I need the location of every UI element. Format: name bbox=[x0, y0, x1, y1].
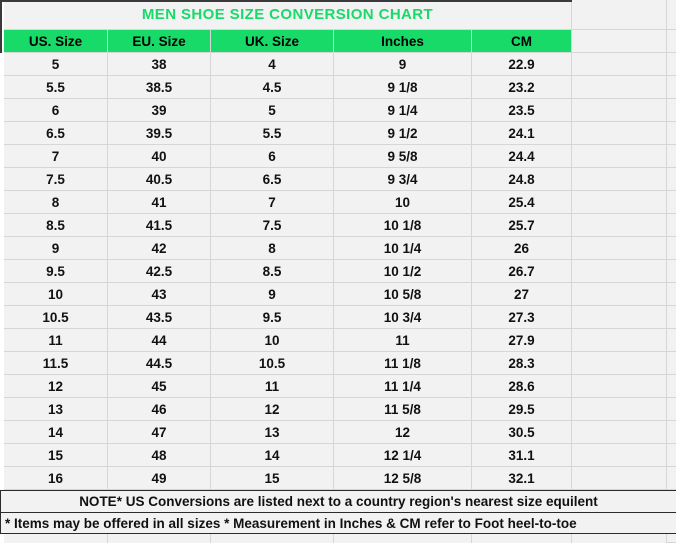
empty-cell bbox=[572, 237, 667, 260]
table-cell-inches: 9 1/2 bbox=[334, 122, 472, 145]
table-cell-uk: 10.5 bbox=[211, 352, 334, 375]
empty-cell bbox=[572, 283, 667, 306]
empty-cell bbox=[572, 214, 667, 237]
table-cell-uk: 13 bbox=[211, 421, 334, 444]
empty-sliver bbox=[667, 421, 676, 444]
table-row bbox=[0, 214, 676, 237]
empty-cell bbox=[572, 122, 667, 145]
table-cell-us: 6 bbox=[4, 99, 108, 122]
table-cell-cm: 26 bbox=[472, 237, 572, 260]
empty-cell bbox=[572, 76, 667, 99]
table-row bbox=[0, 260, 676, 283]
empty-cell bbox=[572, 99, 667, 122]
table-row bbox=[0, 375, 676, 398]
empty-sliver bbox=[667, 191, 676, 214]
table-cell-eu: 42.5 bbox=[108, 260, 211, 283]
table-cell-inches: 10 bbox=[334, 191, 472, 214]
table-cell-cm: 26.7 bbox=[472, 260, 572, 283]
stub-row bbox=[0, 534, 676, 543]
table-cell-us: 9.5 bbox=[4, 260, 108, 283]
table-cell-uk: 7.5 bbox=[211, 214, 334, 237]
table-row bbox=[0, 76, 676, 99]
empty-cell bbox=[572, 191, 667, 214]
table-row bbox=[0, 99, 676, 122]
table-row bbox=[0, 329, 676, 352]
table-cell-us: 5 bbox=[4, 53, 108, 76]
empty-sliver bbox=[667, 534, 676, 543]
empty-cell bbox=[572, 306, 667, 329]
table-cell-eu: 41 bbox=[108, 191, 211, 214]
table-body bbox=[0, 53, 676, 490]
table-cell-cm: 24.4 bbox=[472, 145, 572, 168]
empty-sliver bbox=[667, 375, 676, 398]
table-cell-cm: 23.2 bbox=[472, 76, 572, 99]
table-cell-us: 13 bbox=[4, 398, 108, 421]
empty-sliver bbox=[667, 122, 676, 145]
table-cell-inches: 12 bbox=[334, 421, 472, 444]
note-measurement: * Items may be offered in all sizes * Measurement in Inches & CM refer to Foot heel-to-toe bbox=[0, 512, 676, 534]
empty-cell bbox=[572, 444, 667, 467]
empty-sliver bbox=[667, 467, 676, 490]
header-uk-size: UK. Size bbox=[211, 30, 334, 53]
empty-cell bbox=[572, 30, 667, 53]
table-row bbox=[0, 122, 676, 145]
table-row bbox=[0, 467, 676, 490]
table-cell-us: 11.5 bbox=[4, 352, 108, 375]
empty-cell bbox=[572, 168, 667, 191]
empty-sliver bbox=[667, 214, 676, 237]
table-cell-uk: 5.5 bbox=[211, 122, 334, 145]
table-cell-eu: 45 bbox=[108, 375, 211, 398]
table-row bbox=[0, 306, 676, 329]
table-cell-inches: 9 5/8 bbox=[334, 145, 472, 168]
table-cell-us: 6.5 bbox=[4, 122, 108, 145]
table-cell-us: 8.5 bbox=[4, 214, 108, 237]
title-row bbox=[0, 0, 676, 30]
table-cell-cm: 29.5 bbox=[472, 398, 572, 421]
empty-sliver bbox=[667, 398, 676, 421]
empty-cell bbox=[572, 467, 667, 490]
table-cell-uk: 5 bbox=[211, 99, 334, 122]
table-cell-uk: 8.5 bbox=[211, 260, 334, 283]
empty-cell bbox=[572, 53, 667, 76]
table-cell-eu: 39 bbox=[108, 99, 211, 122]
table-cell-us: 10.5 bbox=[4, 306, 108, 329]
table-cell-us: 10 bbox=[4, 283, 108, 306]
table-cell-cm: 25.7 bbox=[472, 214, 572, 237]
header-inches: Inches bbox=[334, 30, 472, 53]
table-cell-eu: 44.5 bbox=[108, 352, 211, 375]
table-cell-us: 9 bbox=[4, 237, 108, 260]
table-cell-cm: 27 bbox=[472, 283, 572, 306]
table-cell-uk: 12 bbox=[211, 398, 334, 421]
table-cell-inches: 12 1/4 bbox=[334, 444, 472, 467]
table-cell-inches: 11 1/8 bbox=[334, 352, 472, 375]
table-cell-cm: 28.3 bbox=[472, 352, 572, 375]
empty-cell bbox=[472, 534, 572, 543]
table-cell-us: 5.5 bbox=[4, 76, 108, 99]
table-cell-cm: 27.9 bbox=[472, 329, 572, 352]
table-cell-inches: 9 1/8 bbox=[334, 76, 472, 99]
table-cell-us: 14 bbox=[4, 421, 108, 444]
empty-cell bbox=[572, 329, 667, 352]
empty-sliver bbox=[667, 0, 676, 30]
empty-cell bbox=[572, 421, 667, 444]
table-cell-eu: 46 bbox=[108, 398, 211, 421]
table-cell-eu: 39.5 bbox=[108, 122, 211, 145]
empty-cell bbox=[334, 534, 472, 543]
table-row bbox=[0, 398, 676, 421]
empty-sliver bbox=[667, 237, 676, 260]
table-cell-uk: 6 bbox=[211, 145, 334, 168]
empty-cell bbox=[572, 145, 667, 168]
table-cell-uk: 11 bbox=[211, 375, 334, 398]
table-cell-uk: 4.5 bbox=[211, 76, 334, 99]
table-cell-uk: 9.5 bbox=[211, 306, 334, 329]
left-accent-border bbox=[0, 0, 2, 53]
table-cell-inches: 11 1/4 bbox=[334, 375, 472, 398]
table-row bbox=[0, 145, 676, 168]
empty-sliver bbox=[667, 283, 676, 306]
table-cell-cm: 31.1 bbox=[472, 444, 572, 467]
empty-sliver bbox=[667, 329, 676, 352]
table-cell-us: 12 bbox=[4, 375, 108, 398]
table-cell-us: 16 bbox=[4, 467, 108, 490]
empty-sliver bbox=[667, 444, 676, 467]
empty-sliver bbox=[667, 76, 676, 99]
table-cell-uk: 7 bbox=[211, 191, 334, 214]
empty-sliver bbox=[667, 352, 676, 375]
table-cell-cm: 27.3 bbox=[472, 306, 572, 329]
empty-cell bbox=[572, 0, 667, 30]
empty-cell bbox=[4, 534, 108, 543]
empty-cell bbox=[572, 398, 667, 421]
table-cell-inches: 9 3/4 bbox=[334, 168, 472, 191]
empty-sliver bbox=[667, 53, 676, 76]
table-cell-inches: 9 1/4 bbox=[334, 99, 472, 122]
table-row bbox=[0, 421, 676, 444]
table-cell-eu: 41.5 bbox=[108, 214, 211, 237]
top-accent-border bbox=[0, 0, 572, 2]
table-cell-us: 8 bbox=[4, 191, 108, 214]
empty-cell bbox=[108, 534, 211, 543]
table-row bbox=[0, 168, 676, 191]
empty-cell bbox=[572, 375, 667, 398]
table-cell-cm: 25.4 bbox=[472, 191, 572, 214]
empty-cell bbox=[572, 260, 667, 283]
table-cell-uk: 6.5 bbox=[211, 168, 334, 191]
table-cell-uk: 9 bbox=[211, 283, 334, 306]
header-cm: CM bbox=[472, 30, 572, 53]
table-row bbox=[0, 283, 676, 306]
empty-sliver bbox=[667, 99, 676, 122]
table-cell-uk: 15 bbox=[211, 467, 334, 490]
header-row bbox=[0, 30, 676, 53]
table-cell-inches: 11 5/8 bbox=[334, 398, 472, 421]
empty-sliver bbox=[667, 260, 676, 283]
table-cell-uk: 8 bbox=[211, 237, 334, 260]
table-row bbox=[0, 191, 676, 214]
table-cell-uk: 10 bbox=[211, 329, 334, 352]
table-cell-eu: 40.5 bbox=[108, 168, 211, 191]
table-cell-inches: 11 bbox=[334, 329, 472, 352]
table-cell-inches: 10 3/4 bbox=[334, 306, 472, 329]
table-cell-eu: 43.5 bbox=[108, 306, 211, 329]
note-conversions: NOTE* US Conversions are listed next to a country region's nearest size equilent bbox=[0, 490, 676, 512]
table-cell-cm: 32.1 bbox=[472, 467, 572, 490]
empty-cell bbox=[572, 534, 667, 543]
table-cell-eu: 38.5 bbox=[108, 76, 211, 99]
table-cell-cm: 28.6 bbox=[472, 375, 572, 398]
page-title: MEN SHOE SIZE CONVERSION CHART bbox=[4, 0, 572, 30]
empty-sliver bbox=[667, 306, 676, 329]
table-cell-cm: 22.9 bbox=[472, 53, 572, 76]
table-cell-inches: 10 5/8 bbox=[334, 283, 472, 306]
table-cell-eu: 44 bbox=[108, 329, 211, 352]
table-cell-inches: 10 1/4 bbox=[334, 237, 472, 260]
table-cell-uk: 14 bbox=[211, 444, 334, 467]
table-cell-cm: 30.5 bbox=[472, 421, 572, 444]
empty-sliver bbox=[667, 30, 676, 53]
table-cell-cm: 24.1 bbox=[472, 122, 572, 145]
table-cell-eu: 42 bbox=[108, 237, 211, 260]
table-cell-us: 15 bbox=[4, 444, 108, 467]
table-cell-us: 11 bbox=[4, 329, 108, 352]
table-cell-eu: 47 bbox=[108, 421, 211, 444]
table-row bbox=[0, 352, 676, 375]
table-cell-us: 7 bbox=[4, 145, 108, 168]
table-cell-eu: 38 bbox=[108, 53, 211, 76]
table-cell-inches: 12 5/8 bbox=[334, 467, 472, 490]
table-row bbox=[0, 444, 676, 467]
table-cell-eu: 40 bbox=[108, 145, 211, 168]
table-cell-us: 7.5 bbox=[4, 168, 108, 191]
empty-cell bbox=[572, 352, 667, 375]
table-cell-eu: 49 bbox=[108, 467, 211, 490]
header-eu-size: EU. Size bbox=[108, 30, 211, 53]
header-us-size: US. Size bbox=[4, 30, 108, 53]
table-row bbox=[0, 53, 676, 76]
table-cell-eu: 48 bbox=[108, 444, 211, 467]
table-cell-cm: 24.8 bbox=[472, 168, 572, 191]
table-cell-cm: 23.5 bbox=[472, 99, 572, 122]
table-cell-uk: 4 bbox=[211, 53, 334, 76]
table-cell-eu: 43 bbox=[108, 283, 211, 306]
empty-sliver bbox=[667, 145, 676, 168]
table-cell-inches: 9 bbox=[334, 53, 472, 76]
table-row bbox=[0, 237, 676, 260]
table-cell-inches: 10 1/8 bbox=[334, 214, 472, 237]
empty-sliver bbox=[667, 168, 676, 191]
empty-cell bbox=[211, 534, 334, 543]
table-cell-inches: 10 1/2 bbox=[334, 260, 472, 283]
